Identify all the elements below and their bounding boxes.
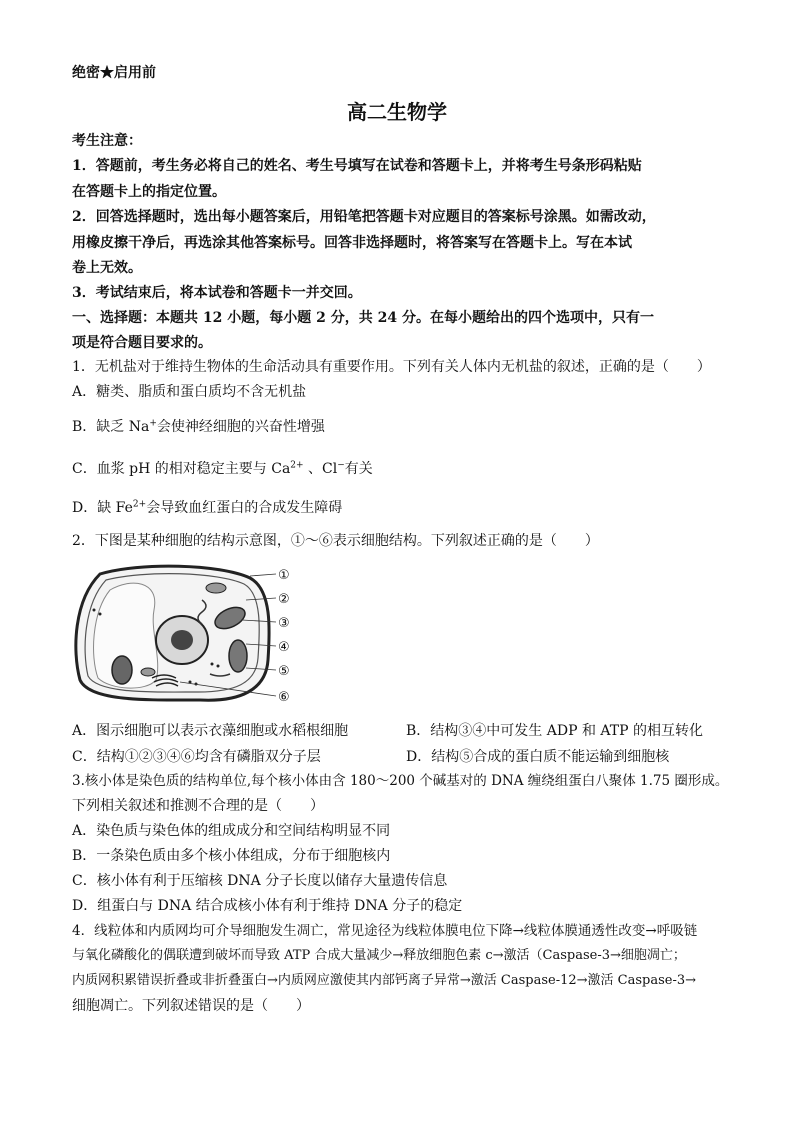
notice-item-2: 2．回答选择题时，选出每小题答案后，用铅笔把答题卡对应题目的答案标号涂黑。如需改动， <box>72 209 656 225</box>
chloroplast <box>229 640 247 672</box>
nucleolus <box>171 630 193 650</box>
q4-stem: 4．线粒体和内质网均可介导细胞发生凋亡，常见途径为线粒体膜电位下降→线粒体膜通透性改变→呼吸链 <box>72 923 698 939</box>
q1-option-c: C．血浆 pH 的相对稳定主要与 $Ca^{2+}$ 、Cl−有关 <box>72 460 373 477</box>
label-3: ③ <box>278 616 290 631</box>
q3-option-c: C．核小体有利于压缩核 DNA 分子长度以储存大量遗传信息 <box>72 873 448 889</box>
notice-item-1-cont: 在答题卡上的指定位置。 <box>72 184 226 200</box>
q4-stem-cont2: 内质网积累错误折叠或非折叠蛋白→内质网应激使其内部钙离子异常→激活 Caspase-12→激活 Caspase-3→ <box>72 973 697 988</box>
q2-stem: 2．下图是某种细胞的结构示意图，①～⑥表示细胞结构。下列叙述正确的是（ ） <box>72 533 599 549</box>
cell-diagram <box>70 560 300 710</box>
label-2: ② <box>278 592 290 607</box>
mitochondrion <box>206 583 226 593</box>
q1-stem: 1．无机盐对于维持生物体的生命活动具有重要作用。下列有关人体内无机盐的叙述，正确的是（ ） <box>72 359 711 375</box>
notice-item-2-cont2: 卷上无效。 <box>72 260 142 276</box>
q2-option-b: B．结构③④中可发生 ADP 和 ATP 的相互转化 <box>406 723 703 739</box>
q3-option-b: B．一条染色质由多个核小体组成，分布于细胞核内 <box>72 848 391 864</box>
leader-line-1 <box>250 574 276 576</box>
q2-option-a: A．图示细胞可以表示衣藻细胞或水稻根细胞 <box>72 723 349 739</box>
q3-option-d: D．组蛋白与 DNA 结合成核小体有利于维持 DNA 分子的稳定 <box>72 898 463 914</box>
q4-stem-cont3: 细胞凋亡。下列叙述错误的是（ ） <box>72 998 310 1014</box>
q1-option-a: A．糖类、脂质和蛋白质均不含无机盐 <box>72 384 307 400</box>
q3-stem: 3.核小体是染色质的结构单位,每个核小体由含 180～200 个碱基对的 DNA 缠绕组蛋白八聚体 1.75 圈形成。 <box>72 773 729 789</box>
q1-option-b: B．缺乏 Na+会使神经细胞的兴奋性增强 <box>72 418 325 435</box>
q2-option-d: D．结构⑤合成的蛋白质不能运输到细胞核 <box>406 749 670 765</box>
q4-stem-cont: 与氧化磷酸化的偶联遭到破坏而导致 ATP 合成大量减少→释放细胞色素 c→激活（Caspase-3→细胞凋亡； <box>72 948 686 963</box>
page-title: 高二生物学 <box>347 100 447 124</box>
notice-item-3: 3．考试结束后，将本试卷和答题卡一并交回。 <box>72 285 362 301</box>
label-4: ④ <box>278 640 290 655</box>
q3-stem-cont: 下列相关叙述和推测不合理的是（ ） <box>72 798 324 814</box>
chloroplast <box>112 656 132 684</box>
notice-item-2-cont: 用橡皮擦干净后，再选涂其他答案标号。回答非选择题时，将答案写在答题卡上。写在本试 <box>72 235 632 251</box>
confidential-mark: 绝密★启用前 <box>72 65 156 81</box>
q1-option-d: D．缺 $Fe^{2+}$会导致血红蛋白的合成发生障碍 <box>72 499 343 516</box>
section-heading: 一、选择题：本题共 12 小题，每小题 2 分，共 24 分。在每小题给出的四个选项中，只有一 <box>72 310 654 326</box>
label-6: ⑥ <box>278 690 290 705</box>
cell-diagram-svg <box>70 560 300 710</box>
q3-option-a: A．染色质与染色体的组成成分和空间结构明显不同 <box>72 823 391 839</box>
notice-item-1: 1．答题前，考生务必将自己的姓名、考生号填写在试卷和答题卡上，并将考生号条形码粘贴 <box>72 158 642 174</box>
section-heading-cont: 项是符合题目要求的。 <box>72 335 212 351</box>
label-1: ① <box>278 568 290 583</box>
label-5: ⑤ <box>278 664 290 679</box>
mitochondrion <box>141 668 155 676</box>
q2-option-c: C．结构①②③④⑥均含有磷脂双分子层 <box>72 749 321 765</box>
notice-heading: 考生注意： <box>72 133 142 149</box>
